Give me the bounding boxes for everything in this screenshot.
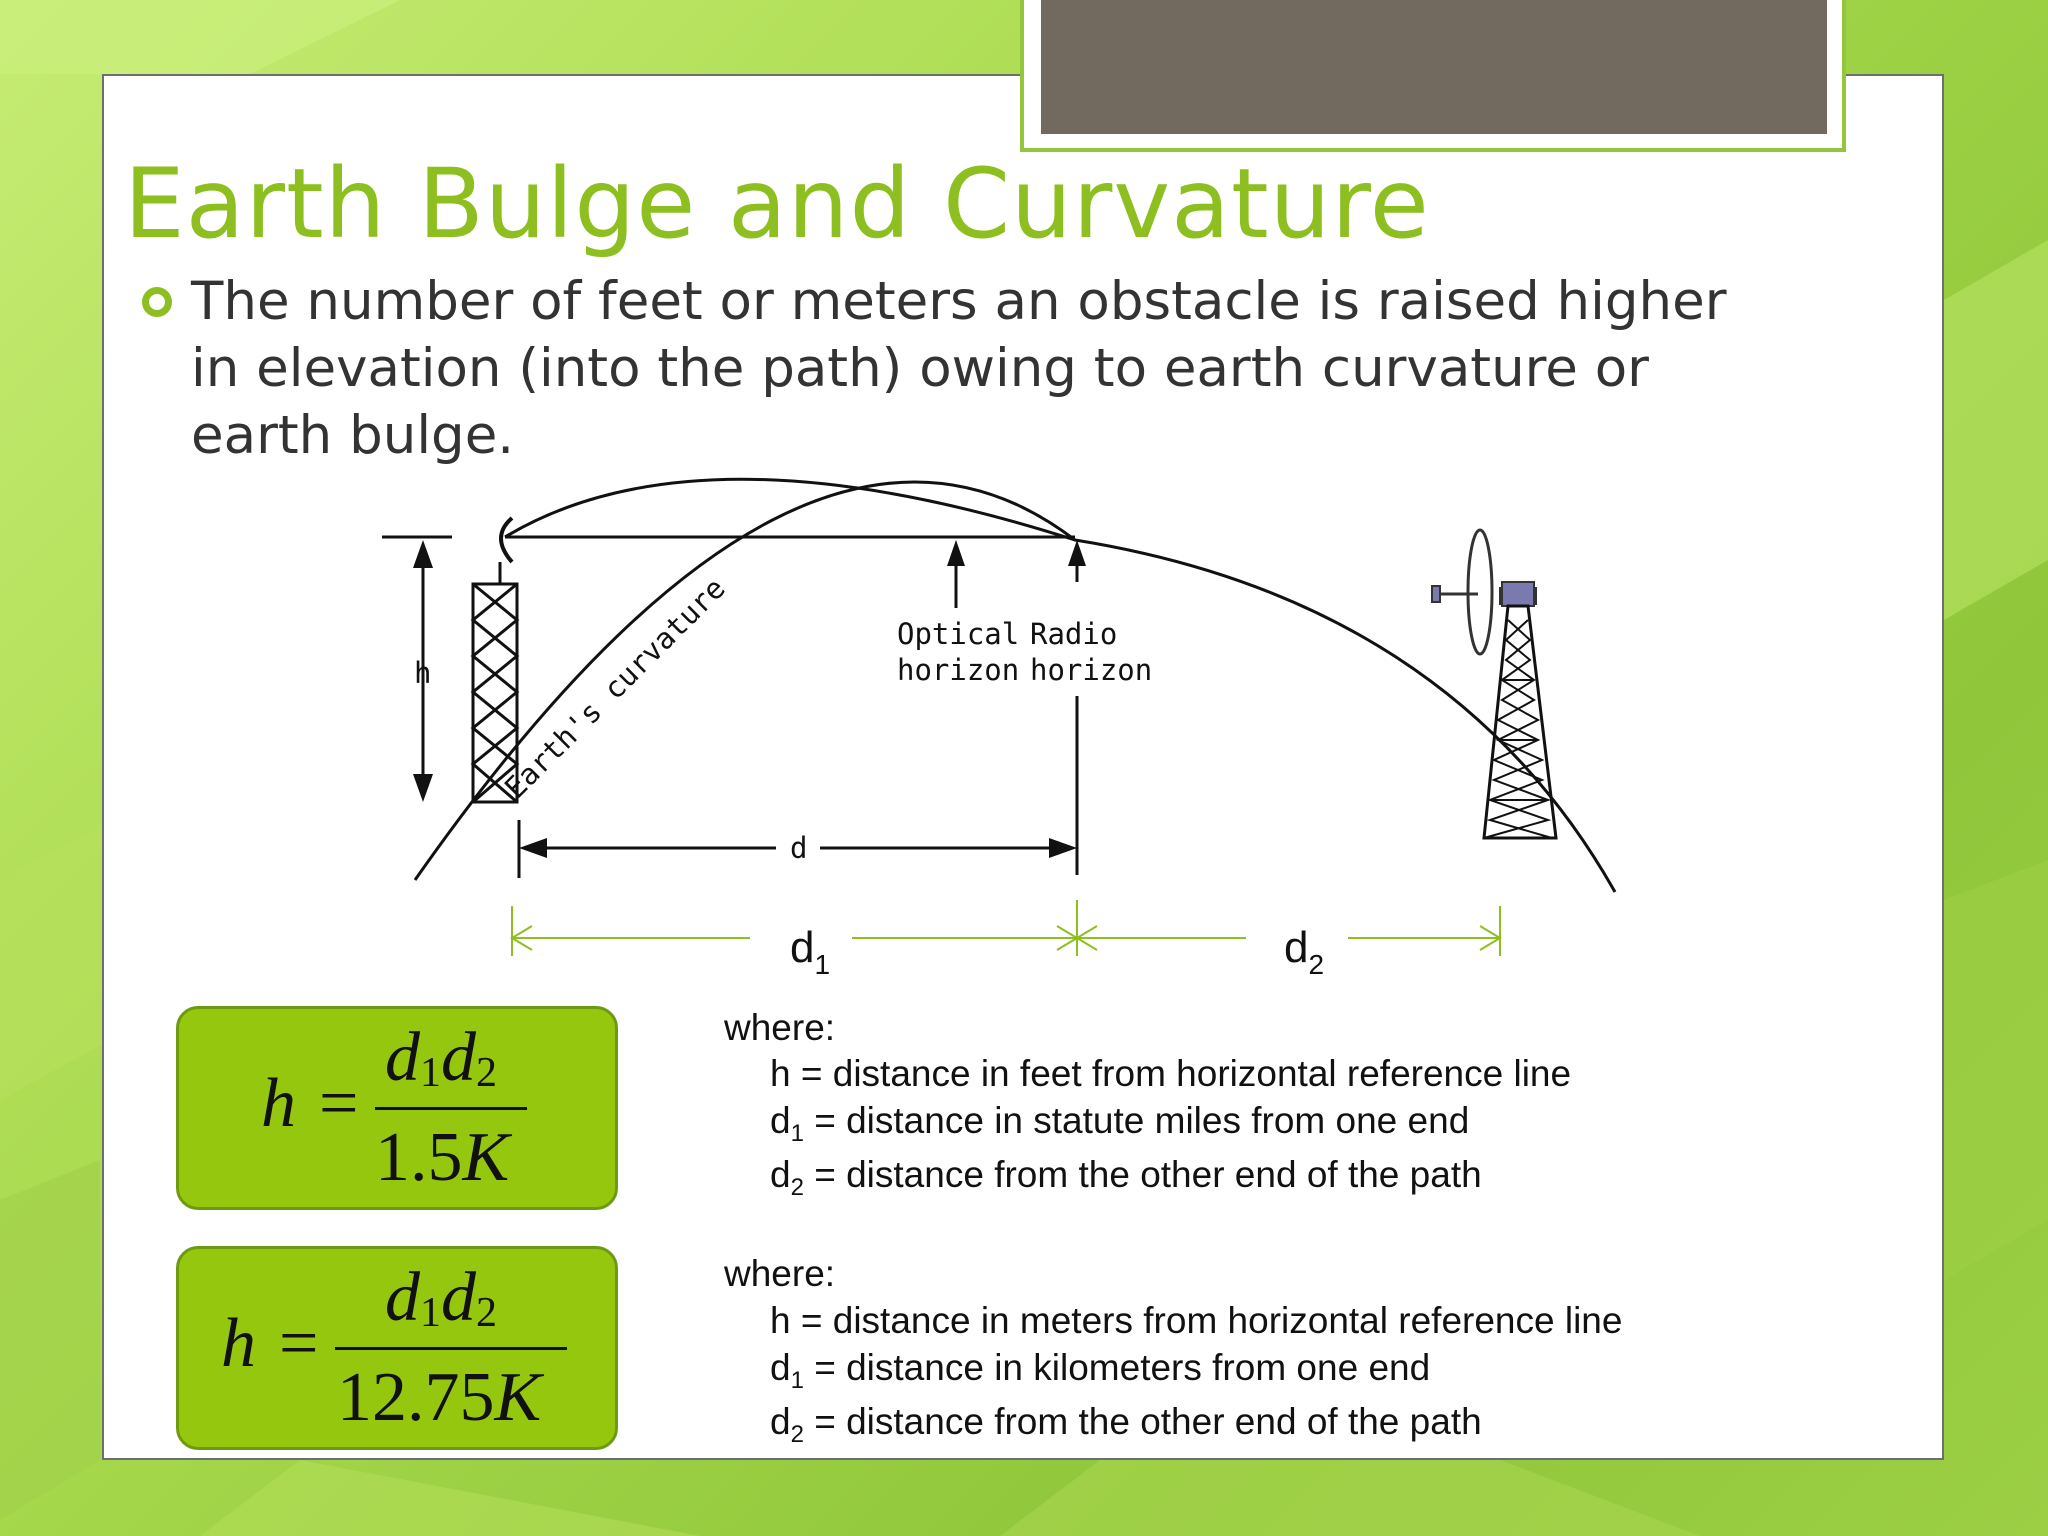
header-block (1041, 0, 1827, 134)
formula-equals: = (279, 1305, 319, 1382)
definitions-feet-heading: where: (724, 1007, 836, 1048)
formula-fraction-bar (335, 1347, 567, 1350)
bullet-circle-icon (142, 287, 172, 317)
formula-lhs: h (221, 1305, 256, 1382)
radio-horizon-label-1: Radio (1030, 617, 1118, 651)
definition-d2-meters: $d_2$ = distance from the other end of the path (770, 1401, 1482, 1448)
bullet-text: The number of feet or meters an obstacle is raised higher in elevation (into the path) owing to earth curvature or earth bulge. (191, 271, 1727, 466)
optical-horizon-label-1: Optical (897, 617, 1020, 651)
definition-h-meters: h = distance in meters from horizontal reference line (770, 1300, 1623, 1341)
formula-feet-box (176, 1006, 618, 1210)
d2-dimension-label: $d_2$ (1284, 923, 1325, 980)
definition-d1-miles: $d_1$ = distance in statute miles from one end (770, 1100, 1470, 1147)
slide-title: Earth Bulge and Curvature (124, 148, 1430, 260)
formula-denominator: 12.75K (337, 1359, 542, 1436)
h-label: h (414, 656, 432, 690)
definition-h-feet: h = distance in feet from horizontal reference line (770, 1053, 1572, 1094)
formula-numerator: $d_1d_2$ (385, 1259, 497, 1336)
radio-horizon-label-2: horizon (1030, 653, 1153, 687)
formula-numerator: $d_1d_2$ (385, 1019, 497, 1096)
formula-meters-box (176, 1246, 618, 1450)
formula-fraction-bar (375, 1107, 527, 1110)
formula-denominator: 1.5K (375, 1119, 510, 1196)
formula-lhs: h (261, 1065, 296, 1142)
optical-horizon-label-2: horizon (897, 653, 1020, 687)
definitions-meters-heading: where: (724, 1253, 836, 1294)
d-label: d (790, 831, 808, 865)
earth-curvature-label: Earth's curvature (497, 571, 732, 805)
definition-d2-feet: $d_2$ = distance from the other end of the path (770, 1154, 1482, 1201)
formula-equals: = (319, 1065, 359, 1142)
d1-dimension-label: $d_1$ (790, 923, 831, 980)
definition-d1-kilometers: $d_1$ = distance in kilometers from one end (770, 1347, 1431, 1394)
